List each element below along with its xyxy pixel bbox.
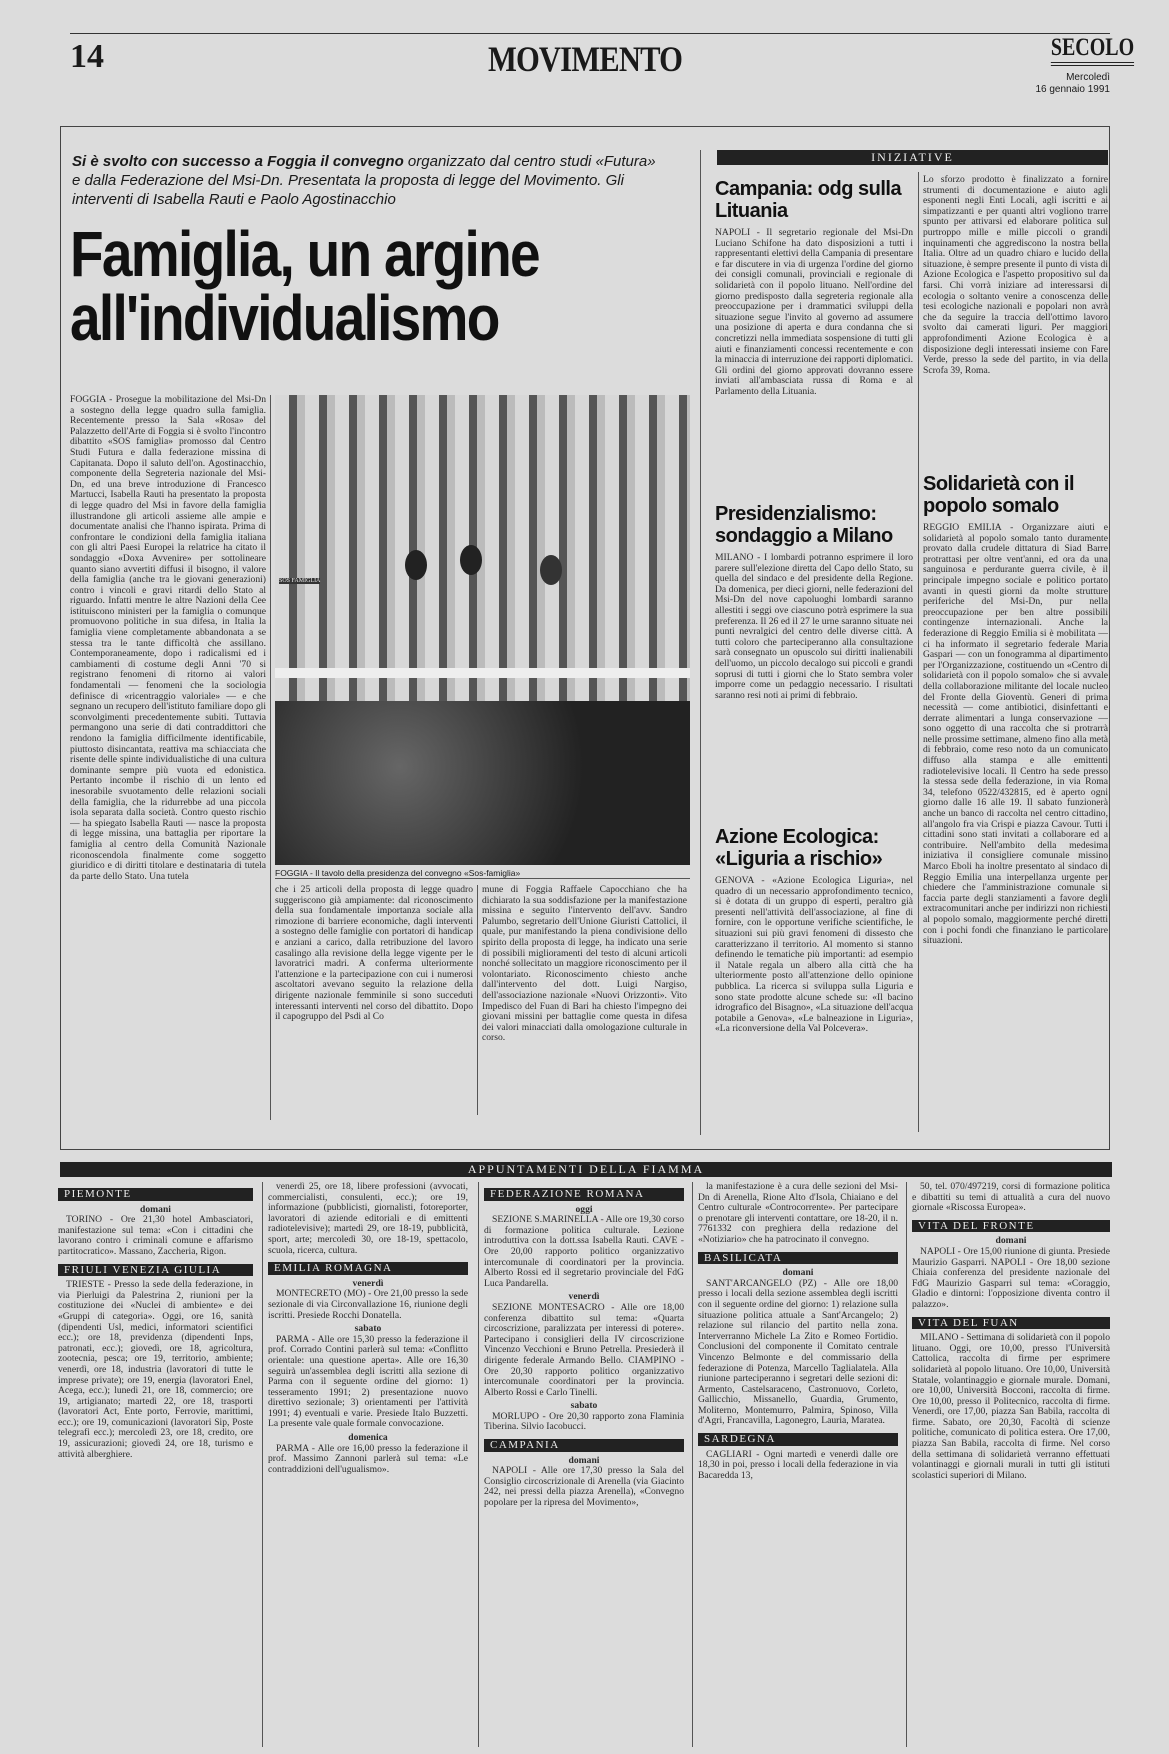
lead-kicker [72,152,662,209]
article-text: Lo sforzo prodotto è finalizzato a fornire strumenti di documentazione e aiuto agli esponenti negli Enti Locali, agli iscritti e ai simpatizzanti e per quanti altri vogliono trarre spunto per attivarsi ed elaborare politica sul purtroppo mille e mille piccoli o grandi inquinamenti che aggrediscono la nostra bella Italia. Oltre ad un quadro chiaro e lucido della situazione, è sempre presente il punto di vista di Azione Ecologica e l'aspetto propositivo sul da farsi. Chi vorrà iniziare ad interessarsi di ecologia o soltanto venire a conoscenza delle tesi ecologiche nazionali e popolari non avrà che da seguire la traccia dell'ottimo lavoro svolto dai camerati liguri. Per maggiori approfondimenti Azione Ecologica è a disposizione degli interessati insieme con Fare Verde, presso la sede del partito, in via della Scrofa 39, Roma. [923,175,1108,376]
column-divider [692,1182,693,1747]
event-text: SEZIONE S.MARINELLA - Alle ore 19,30 corso di formazione politica culturale. Lezione introduttiva con la dott.ssa Isabella Rauti. CAVE - Ore 20,00 rapporto politico organizzativo intercomunale di coordinatori per la provincia. Alberto Rossi ed il segretario provinciale del FdG Luca Pandarella. [484,1214,684,1289]
iniziative-bar: INIZIATIVE [717,150,1108,165]
appuntamenti-column [484,1182,684,1747]
page-number: 14 [70,38,104,75]
photo-sign: SOS FAMIGLIA [279,578,321,584]
event-text: venerdì 25, ore 18, libere professioni (avvocati, commercialisti, consulenti, ecc.); ore 19, informazione (pubblicisti, giornalisti, fotoreporter, lavoratori di aziende editoriali e di emittenti radiotelevisive); martedì 29, ore 18-19, pubblicità, sport, arte; mercoledì 30, ore 18-19, spettacolo, scuola, ricerca, cultura. [268,1182,468,1256]
region-heading: FRIULI VENEZIA GIULIA [58,1264,253,1277]
event-text: MONTECRETO (MO) - Ore 21,00 presso la sede sezionale di via Circonvallazione 16, riunione degli iscritti. Presiede Rocchi Donatella. [268,1288,468,1321]
event-text: TORINO - Ore 21,30 hotel Ambasciatori, manifestazione sul tema: «Con i cittadini che lavorano contro i criminali comune e affarismo partitocratico». Massano, Zaccheria, Rigon. [58,1214,253,1257]
masthead-logo: SECOLO [1051,34,1134,66]
appuntamenti-column [58,1182,253,1747]
column-divider [906,1182,907,1747]
issue-day: Mercoledì [1066,72,1110,83]
event-text: NAPOLI - Alle ore 17,30 presso la Sala del Consiglio circoscrizionale di Arenella (via Giacinto 242, nei pressi della piazza Arenella), «Convegno popolare per la ripresa del Movimento», [484,1465,684,1509]
event-text: MORLUPO - Ore 20,30 rapporto zona Flaminia Tiberina. Silvio Iacobucci. [484,1410,684,1433]
appuntamenti-column [268,1182,468,1747]
lead-photo [275,395,690,865]
region-heading: CAMPANIA [484,1439,684,1452]
lead-headline: Famiglia, un argine all'individualismo [70,218,539,354]
issue-date: 16 gennaio 1991 [1035,84,1110,95]
day-label: venerdì [568,1291,600,1303]
event-text: NAPOLI - Ore 15,00 riunione di giunta. Presiede Maurizio Gasparri. NAPOLI - Ore 18,00 sezione Chiaia conferenza del presidente nazionale del FdG Maurizio Gasparri sul tema: «Coraggio, Gladio e dintorni: l'opposizione diventa contro il palazzo». [912,1245,1110,1310]
column-divider [478,1182,479,1747]
day-label: sabato [570,1400,598,1412]
day-label: venerdì [352,1277,384,1289]
event-text: TRIESTE - Presso la sede della federazione, in via Pierluigi da Palestrina 2, riunioni per la costituzione dei «Nuclei di ambiente» e dei «Gruppi di categoria». Oggi, ore 16, sanità (dipendenti Usl, medici, informatori scientifici ecc.); ore 18, previdenza (dipendenti Inps, patronati, ecc.); giovedì, ore 18, agricoltura, zootecnia, pesca; ore 19, territorio, ambiente; venerdì, ore 18, industria (lavoratori di tutte le imprese private); ore 19, energia (lavoratori Enel, Acega, ecc.); lunedì 21, ore 18, commercio; ore 19, artigianato; martedì 22, ore 18, trasporti (lavoratori Act, Ente porto, Ferrovie, marittimi, ecc.); ore 19, comunicazioni (lavoratori Sip, Poste telegrafi ecc.); mercoledì 23, ore 18, credito, ore 19, assicurazioni; giovedì 24, ore 18, turismo e attività alberghiere. [58,1279,253,1460]
article-text: MILANO - I lombardi potranno esprimere il loro parere sull'elezione diretta del Capo dello Stato, su quella del sindaco e del presidente della Regione. Da domenica, per dieci giorni, nelle federazioni del Msi-Dn del nove capoluoghi lombardi saranno allestiti i seggi ove ciascuno potrà esprimere la sua preferenza. Il 26 ed il 27 le urne saranno situate nei punti nevralgici del centro delle diverse città. A tutti coloro che parteciperanno alla consultazione sarà consegnato un opuscolo sui diritti inalienabili dell'uomo, un piccolo decalogo sui piccoli e grandi soprusi di tutti i giorni che lo Stato sembra voler imporre come un pedaggio necessario. I risultati saranno resi noti ai primi di febbraio. [715,553,913,701]
column-divider [262,1182,263,1747]
lead-column-2: che i 25 articoli della proposta di legge quadro suggeriscono già ampiamente: dal riconoscimento della sua fondamentale importanza sociale alla rimozione di barriere economiche, dagli interventi a sostegno delle famiglie con portatori di handicap e anziani a carico, dalla retribuzione del lavoro casalingo alla revisione della legge vigente per le lavoratrici madri. A conferma ulteriormente l'attenzione e la partecipazione con cui i numerosi ascoltatori avevano seguito la relazione della dirigente nazionale femminile si sono succeduti interessanti interventi nel corso del dibattito. Dopo il capogruppo del Psdi al Co [275,885,473,1023]
event-text: la manifestazione è a cura delle sezioni del Msi-Dn di Arenella, Rione Alto d'Isola, Chiaiano e del Centro culturale «Controcorrente». Per partecipare o prenotare gli interventi contattare, ore 18-20, il n. 7761332 con preghiera della redazione del «Notiziario» che ha patrocinato il convegno. [698,1182,898,1245]
article-title: Azione Ecologica: «Liguria a rischio» [715,826,883,870]
day-label: domani [782,1267,814,1279]
kicker-text: organizzato dal centro studi «Futura» e dalla Federazione del Msi-Dn. Presentata la proposta di legge del Movimento. Gli interventi di Isabella Rauti e Paolo Agostinacchio [72,153,656,208]
region-heading: SARDEGNA [698,1433,898,1446]
day-label: domani [995,1235,1027,1247]
event-text: SANT'ARCANGELO (PZ) - Alle ore 18,00 presso i locali della sezione assemblea degli iscritti con il seguente ordine del giorno: 1) relazione sulla situazione politica attuale a Sant'Arcangelo; 2) relazione sul rilancio del partito nella zona. Interverranno Michele La Zito e Romeo Fortidio. Conclusioni del componente il Comitato centrale Vincenzo Belmonte e del commissario della federazione di Potenza, Marcello Taglialatela. Alla riunione parteciperanno i segretari delle sezioni di: Armento, Castelsaraceno, Castronuovo, Corleto, Gallicchio, Missanello, Guardia, Grumento, Moliterno, Montemurro, Palmira, Spinoso, Villa d'Agri, Francavilla, Lagonegro, Lauria, Maratea. [698,1277,898,1427]
article-text: GENOVA - «Azione Ecologica Liguria», nel quadro di un necessario approfondimento tecnico, si è dotata di un gruppo di esperti, peraltro già presenti nell'attività dell'associazione, al fine di fornire, con le opportune verifiche scientifiche, le situazioni sui più gravi fenomeni di dissesto che caratterizzano il territorio. Al momento si stanno definendo le tematiche più importanti: ad esempio il Natale regala un albero alla città che ha ulteriormente posto all'attenzione dello opinione pubblica. La ricerca si sviluppa sulla Liguria e sono state prodotte alcune schede su: «Il bacino idrografico del Bisagno», «La situazione dell'acqua potabile a Genova», «Le balneazione in Liguria», «La riconversione della Val Polcevera». [715,876,913,1035]
event-text: SEZIONE MONTESACRO - Alle ore 18,00 conferenza dibattito sul tema: «Quarta circoscrizione, paralizzata per interessi di potere». Partecipano i consiglieri della IV circoscrizione Vincenzo Vecchioni e Bruno Petrella. Presiederà il dirigente federale Armando Bello. CIAMPINO - Ore 20,30 rapporto politico organizzativo intercomunale coordinatori per la provincia. Alberto Rossi e Carlo Tinelli. [484,1301,684,1398]
day-label: domenica [348,1432,388,1444]
region-heading: EMILIA ROMAGNA [268,1262,468,1275]
appuntamenti-column [698,1182,898,1747]
appuntamenti-bar: APPUNTAMENTI DELLA FIAMMA [60,1162,1112,1177]
appuntamenti-column [912,1182,1110,1747]
article-title: Solidarietà con il popolo somalo [923,473,1075,517]
iniziative-col-1 [715,172,913,1146]
region-heading: VITA DEL FUAN [912,1317,1110,1330]
article-text: REGGIO EMILIA - Organizzare aiuti e solidarietà al popolo somalo tanto duramente provato dalla crudele dittatura di Siad Barre protrattasi per oltre vent'anni, ed ora da una sanguinosa e perdurante guerra civile, è il principale impegno sociale e politico portato avanti in questi giorni da molte strutture periferiche del Msi-Dn, pur nella preoccupazione per ben altre possibili contingenze internazionali. Anche la federazione di Reggio Emilia si è mobilitata — ci ha informato il segretario federale Maria Gaspari — con un fonogramma al dipartimento per l'Organizzazione, costituendo un «Centro di solidarietà con il popolo somalo» che si avvale della collaborazione militante del locale nucleo del Fronte della Gioventù. Generi di prima necessità — come antibiotici, disinfettanti e derrate alimentari a lunga conservazione — sono oggetto di una raccolta che si protrarrà nelle prossime settimane, almeno fino alla metà di febbraio, come reso noto da un comunicato diffuso alla stampa e alle emittenti radiotelevisive locali. Il Centro ha sede presso la stessa sede della federazione, in via Roma 34, telefono 0522/432815, ed è aperto ogni giorno dalle 16 alle 19. Il sabato funzionerà anche un banco di raccolta nel centro cittadino, all'angolo fra via Crispi e piazza Cavour. Tutti i cittadini sono stati invitati a collaborare ed a contribuire. Nell'ambito della medesima iniziativa il consigliere comunale missino Marco Eboli ha inoltre presentato al sindaco di Reggio Emilia una interpellanza urgente per chiedere che l'amministrazione comunale si faccia parte degli stanziamenti a favore degli extracomunitari anche per indirizzi non richiesti al popolo somalo, maggiormente perché diretti con i pochi fondi che finanziano le particolare situazioni. [923,523,1108,947]
lead-column-1: FOGGIA - Prosegue la mobilitazione del Msi-Dn a sostegno della legge quadro sulla famiglia. Recentemente presso la Sala «Rosa» del Palazzetto dell'Arte di Foggia si è svolto l'incontro dibattito «SOS famiglia» promosso dal Centro Studi Futura e dalla federazione missina di Capitanata. Dopo il saluto dell'on. Agostinacchio, componente della Segreteria nazionale del Msi-Dn, ed una breve introduzione di Francesco Martucci, Isabella Rauti ha presentato la proposta di legge quadro del Msi in favore della famiglia illustrandone gli articoli assieme alle ampie e documentate analisi che l'hanno ispirata. Prima di confrontare le condizioni della famiglia italiana con gli altri Paesi Europei la relatrice ha citato il sondaggio «Doxa Avvenire» per sottolineare quanto siano avvertiti diffusi il bisogno, il valore della famiglia (anche tra le giovani generazioni) contro i vincoli e gravi ritardi dello Stato al riguardo. Infatti mentre le altre Nazioni della Cee istituiscono ministeri per la famiglia o comunque promuovono politiche in sua difesa, in Italia la famiglia viene completamente abbandonata a se stessa tra le tante difficoltà che assillano. Contemporaneamente, dopo i radicalismi ed i cambiamenti di costume degli Anni '70 si registrano fenomeni di ritorno ai valori fondamentali — fenomeni che la sociologia definisce di «ricentraggio valoriale» — e che segnano un recupero dell'istituto familiare dopo gli sconvolgimenti precedentemente subiti. Tuttavia permangono una serie di dati contraddittori che rendono la famiglia difficilmente identificabile, piuttosto disincantata, reattiva ma schiacciata che risente delle spinte individualistiche di una cultura dominante sempre più vuota ed edonistica. Pertanto incombe il rischio di un lento ed inesorabile svuotamento delle relazioni sociali della famiglia, che la ridurrebbe ad una piccola isola separata dalla società. Contro questo rischio — ha spiegato Isabella Rauti — nasce la proposta di legge missina, una battaglia per riportare la famiglia al centro della Comunità Nazionale riconoscendola finalmente come soggetto giuridico e di diritti titolare e destinataria di tutela da parte dello Stato. Una tutela [70,395,266,882]
article-title: Campania: odg sulla Lituania [715,178,902,222]
article-text: NAPOLI - Il segretario regionale del Msi-Dn Luciano Schifone ha dato disposizioni a tutti i rappresentanti elettivi della Campania di presentare e far discutere in via di urgenza l'ordine del giorno dei consigli comunali, provinciali e regionale di solidarietà con il popolo lituano. Nell'ordine del giorno predisposto dalla segreteria regionale alla preoccupazione per i drammatici sviluppi della situazione segue l'invito al governo ad assumere una posizione di aperta e dura condanna che si concretizzi nella immediata sospensione di tutti gli aiuti e finanziamenti concessi recentemente e con la minaccia di interruzione dei rapporti diplomatici. Gli ordini del giorno approvati dovranno essere inviati all'ambasciata russa di Roma e al Parlamento della Lituania. [715,228,913,397]
region-heading: BASILICATA [698,1252,898,1265]
iniziative-col-2 [923,175,1108,1133]
event-text: PARMA - Alle ore 15,30 presso la federazione il prof. Corrado Contini parlerà sul tema: «Conflitto orientale: una questione aperta». Alle ore 16,30 seguirà un'assemblea degli iscritti alla sezione di Parma con il seguente ordine del giorno: 1) tesseramento 1991; 2) presentazione nuovo direttivo sezionale; 3) orientamenti per l'attività 1991; 4) eventuali e varie. Presiede Italo Buzzetti. La presente vale quale formale convocazione. [268,1333,468,1430]
event-text: MILANO - Settimana di solidarietà con il popolo lituano. Oggi, ore 10,00, presso l'Università Cattolica, raccolta di firme per esprimere solidarietà al popolo lituano. Ore 10,00, Università Statale, volantinaggio e giornale murale. Domani, ore 10,00, Università Bocconi, raccolta di firme. Ore 10,00, presso il Politecnico, raccolta di firme. Venerdì, ore 17,00, piazza San Babila, raccolta di firme. Sabato, ore 20,30, Facoltà di scienze politiche, comunicato di politica estera. Ore 17,00, piazza San Babila, raccolta di firme. Nel corso della settimana di solidarietà verranno effettuati volantinaggi e giornali murali in tutti gli istituti scolastici superiori di Milano. [912,1332,1110,1481]
event-text: PARMA - Alle ore 16,00 presso la federazione il prof. Massimo Zannoni parlerà sul tema: «Le contraddizioni dell'ugualismo». [268,1442,468,1475]
day-label: domani [140,1203,171,1215]
article-title: Presidenzialismo: sondaggio a Milano [715,503,893,547]
region-heading: FEDERAZIONE ROMANA [484,1188,684,1201]
event-text: CAGLIARI - Ogni martedì e venerdì dalle ore 18,30 in poi, presso i locali della federazione in via Bacaredda 13, [698,1448,898,1481]
region-heading: PIEMONTE [58,1188,253,1201]
region-heading: VITA DEL FRONTE [912,1220,1110,1233]
section-title: MOVIMENTO [487,39,683,79]
photo-caption: FOGGIA - Il tavolo della presidenza del convegno «Sos-famiglia» [275,868,690,879]
day-label: sabato [354,1323,382,1335]
kicker-bold: Si è svolto con successo a Foggia il convegno [72,153,404,170]
event-text: 50, tel. 070/497219, corsi di formazione politica e dibattiti su temi di attualità a cura del nuovo giornale «Riscossa Europea». [912,1182,1110,1214]
lead-column-3: mune di Foggia Raffaele Capocchiano che ha dichiarato la sua soddisfazione per la manifestazione missina e seguito l'intervento dell'avv. Sandro Palumbo, segretario dell'Unione Giuristi Cattolici, il quale, pur manifestando la piena condivisione dello spirito della proposta di legge, ha indicato una serie di possibili miglioramenti del testo di alcuni articoli nonché sollecitato un maggiore riconoscimento per il volontariato. Riconoscimento chiesto anche dall'intervento del dott. Luigi Nargiso, dell'associazione nazionale «Nuovi Orizzonti». Vito Impedisco del Fuan di Bari ha chiesto l'impegno dei giovani missini per battaglie come questa in difesa dei valori minacciati dalla omologazione culturale in corso. [482,885,687,1044]
day-label: oggi [575,1203,593,1215]
day-label: domani [568,1454,600,1466]
